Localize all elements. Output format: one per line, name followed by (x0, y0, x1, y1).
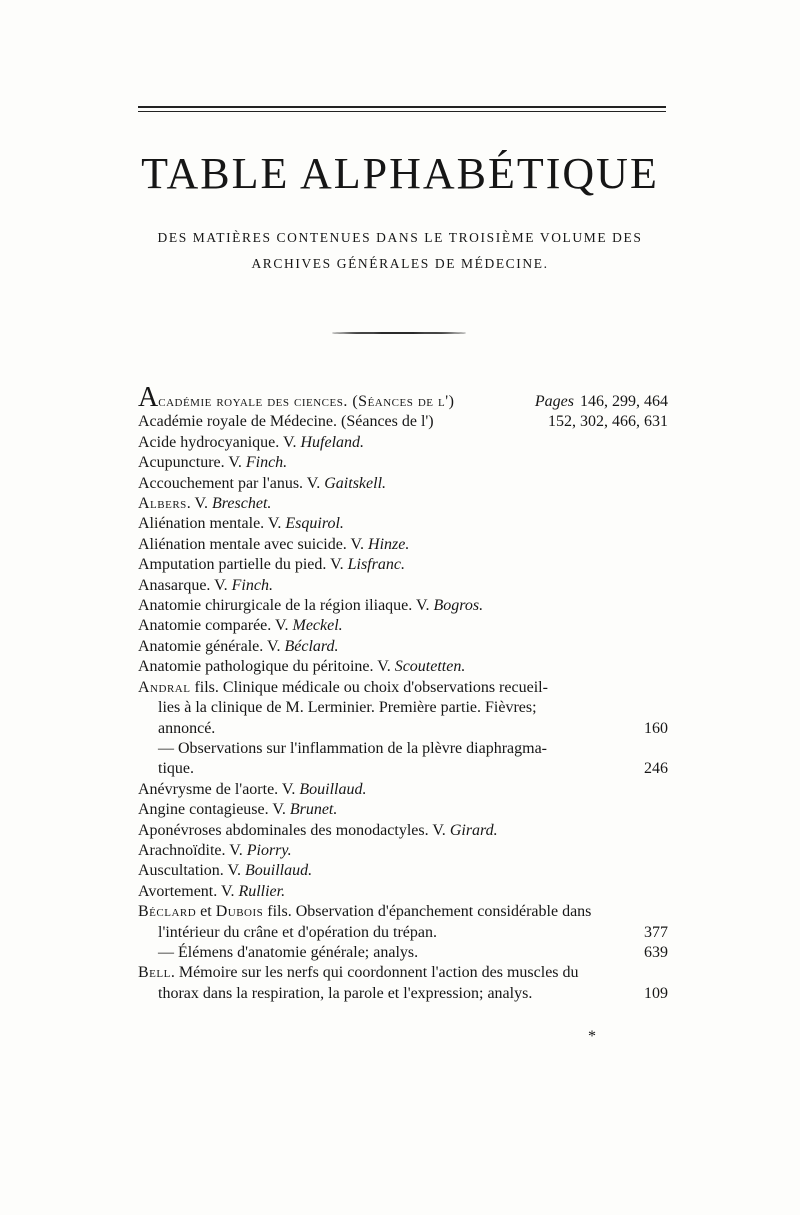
entry-text: Anatomie pathologique du péritoine. V. (138, 658, 391, 676)
index-entry (138, 637, 668, 657)
entry-ref: Gaitskell. (324, 474, 387, 492)
entry-pages: 146, 299, 464 (580, 393, 668, 410)
entry-pages: 152, 302, 466, 631 (548, 413, 668, 431)
index-entry (138, 616, 668, 636)
entry-text: Anasarque. V. (138, 576, 228, 594)
index-entry-continuation (138, 719, 668, 739)
entry-author: Bell (138, 964, 171, 982)
entry-text: Anatomie générale. V. (138, 637, 281, 655)
index-entry-continuation (138, 759, 668, 779)
entry-ref: Esquirol. (285, 515, 344, 533)
top-rule-thick (138, 106, 666, 108)
entry-ref: Scoutetten. (394, 658, 466, 676)
entry-text: Anatomie chirurgicale de la région iliaque. V. (138, 597, 430, 615)
entry-text: Auscultation. V. (138, 862, 241, 880)
entry-text: Acupuncture. V. (138, 454, 242, 472)
entry-text: Avortement. V. (138, 882, 235, 900)
entry-author: Béclard (138, 903, 197, 921)
index-entry-continuation (138, 923, 668, 943)
entry-text: Académie royale de Médecine. (Séances de l') (138, 413, 434, 431)
entry-ref: Girard. (449, 821, 498, 839)
entry-text: cadémie royale des ciences. (Séances de l') (158, 393, 455, 410)
entry-ref: Breschet. (212, 495, 272, 513)
entry-ref: Finch. (245, 454, 288, 472)
entry-text: Aliénation mentale avec suicide. V. (138, 535, 365, 553)
signature-mark: * (588, 1028, 596, 1045)
entry-text: l'intérieur du crâne et d'opération du trépan. (158, 923, 437, 941)
index-subentry (138, 739, 668, 759)
index-entry (138, 555, 668, 575)
index-entry (138, 514, 668, 534)
entry-ref: Bouillaud. (299, 780, 367, 798)
entry-ref: Piorry. (246, 841, 292, 859)
entry-text: Anatomie comparée. V. (138, 617, 289, 635)
index-entry (138, 657, 668, 677)
entry-text: — Observations sur l'inflammation de la plèvre diaphragma- (158, 739, 547, 757)
index-entry (138, 412, 668, 432)
entry-pages: 377 (644, 923, 668, 941)
entry-text: fils. Observation d'épanchement considérable dans (263, 903, 592, 921)
index-entry (138, 576, 668, 596)
entry-text: Anévrysme de l'aorte. V. (138, 780, 296, 798)
entry-text: tique. (158, 760, 194, 778)
index-entry (138, 474, 668, 494)
entry-text: Accouchement par l'anus. V. (138, 474, 321, 492)
page-title: TABLE ALPHABÉTIQUE (141, 149, 659, 198)
entry-author: Dubois (215, 903, 264, 921)
entry-text: Angine contagieuse. V. (138, 801, 286, 819)
subtitle-line-1: DES MATIÈRES CONTENUES DANS LE TROISIÈME VOLUME DES (157, 230, 643, 245)
entry-text: Aliénation mentale. V. (138, 515, 282, 533)
index-entry (138, 433, 668, 453)
entry-text: . V. (186, 495, 208, 513)
top-rule-thin (138, 111, 666, 112)
index-entry (138, 821, 668, 841)
entry-text: et (196, 903, 216, 921)
index-entry (138, 882, 668, 902)
entry-ref: Bogros. (433, 597, 484, 615)
index-entry (138, 841, 668, 861)
index-entry (138, 453, 668, 473)
index-entries (138, 382, 668, 1004)
index-subentry (138, 943, 668, 963)
entry-text: fils. Clinique médicale ou choix d'observations recueil- (190, 678, 548, 696)
entry-pages: 639 (644, 943, 668, 961)
entry-text: — Élémens d'anatomie générale; analys. (158, 943, 419, 961)
index-entry (138, 535, 668, 555)
pages-label: Pages (534, 393, 574, 410)
entry-text: . Mémoire sur les nerfs qui coordonnent l'action des muscles du (170, 964, 579, 982)
entry-author: Albers (138, 495, 187, 513)
entry-ref: Meckel. (292, 617, 343, 635)
entry-ref: Béclard. (284, 637, 339, 655)
entry-text: thorax dans la respiration, la parole et l'expression; analys. (158, 984, 533, 1002)
entry-ref: Hufeland. (300, 433, 365, 451)
drop-initial: A (138, 382, 159, 413)
entry-text: lies à la clinique de M. Lerminier. Première partie. Fièvres; (158, 699, 537, 717)
entry-pages: 109 (644, 984, 668, 1002)
index-entry (138, 678, 668, 698)
index-entry (138, 963, 668, 983)
entry-pages: 246 (644, 760, 668, 778)
index-entry (138, 902, 668, 922)
index-entry (138, 596, 668, 616)
entry-pages: 160 (644, 719, 668, 737)
entry-ref: Hinze. (368, 535, 410, 553)
index-entry (138, 382, 668, 413)
entry-ref: Rullier. (238, 882, 286, 900)
entry-text: Amputation partielle du pied. V. (138, 556, 344, 574)
entry-ref: Brunet. (289, 801, 338, 819)
entry-text: annoncé. (158, 719, 216, 737)
entry-ref: Finch. (231, 576, 273, 594)
entry-text: Acide hydrocyanique. V. (138, 433, 297, 451)
index-entry (138, 800, 668, 820)
index-entry (138, 861, 668, 881)
entry-ref: Bouillaud. (244, 862, 313, 880)
subtitle-line-2: ARCHIVES GÉNÉRALES DE MÉDECINE. (251, 256, 549, 271)
entry-ref: Lisfranc. (347, 556, 405, 574)
entry-text: Aponévroses abdominales des monodactyles. V. (138, 821, 446, 839)
index-entry (138, 494, 668, 514)
index-entry-continuation (138, 984, 668, 1004)
decorative-rule (332, 332, 466, 334)
entry-text: Arachnoïdite. V. (138, 841, 243, 859)
index-entry-continuation (138, 698, 668, 718)
entry-author: Andral (138, 678, 191, 696)
index-entry (138, 780, 668, 800)
